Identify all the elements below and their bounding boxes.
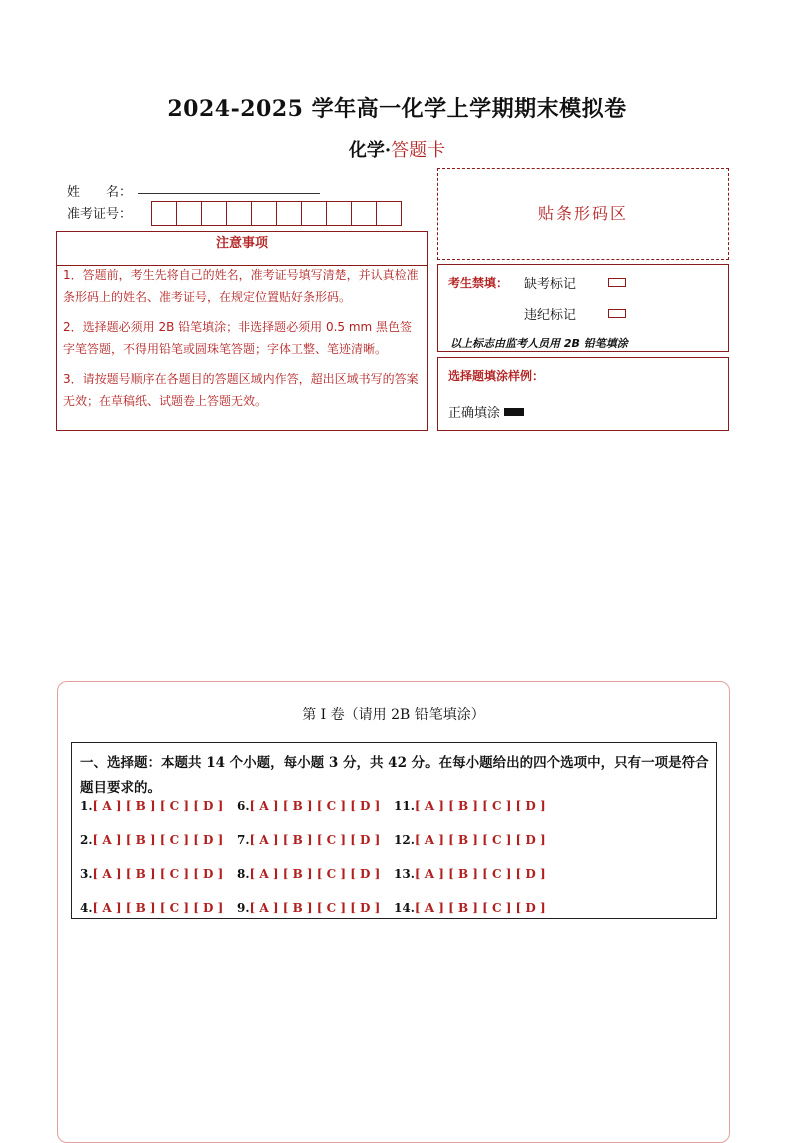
question-row[interactable] [237, 799, 380, 813]
id-digit-box[interactable] [301, 201, 327, 226]
id-digit-box[interactable] [326, 201, 352, 226]
answer-options[interactable]: [ A ] [ B ] [ C ] [ D ] [92, 901, 224, 915]
question-number: 13. [394, 867, 415, 881]
id-number-boxes[interactable] [151, 201, 401, 226]
id-digit-box[interactable] [251, 201, 277, 226]
answer-options[interactable]: [ A ] [ B ] [ C ] [ D ] [414, 901, 546, 915]
absent-label: 缺考标记 [524, 277, 577, 292]
subtitle-main: 化学· [348, 140, 392, 161]
id-digit-box[interactable] [151, 201, 177, 226]
question-number: 8. [237, 867, 250, 881]
question-row[interactable] [394, 833, 546, 847]
question-row[interactable] [80, 799, 223, 813]
violation-label: 违纪标记 [524, 308, 577, 323]
fill-sample-heading: 选择题填涂样例： [448, 369, 545, 383]
notice-item-number: 3． [63, 372, 83, 386]
question-row[interactable] [237, 901, 380, 915]
absent-mark-box[interactable] [608, 278, 626, 287]
question-number: 14. [394, 901, 415, 915]
name-label: 姓 名： [67, 185, 133, 200]
id-digit-box[interactable] [226, 201, 252, 226]
question-number: 11. [394, 799, 415, 813]
notice-panel [56, 231, 428, 431]
id-digit-box[interactable] [201, 201, 227, 226]
id-digit-box[interactable] [176, 201, 202, 226]
correct-fill-row [448, 402, 524, 421]
notice-item [63, 316, 421, 360]
forbidden-heading: 考生禁填： [448, 276, 509, 290]
question-row[interactable] [394, 901, 546, 915]
question-number: 9. [237, 901, 250, 915]
question-number: 7. [237, 833, 250, 847]
notice-list [57, 264, 427, 412]
question-row[interactable] [237, 833, 380, 847]
question-row[interactable] [394, 867, 546, 881]
page-title: 2024-2025 学年高一化学上学期期末模拟卷 [167, 96, 627, 122]
section-instructions: 一、选择题：本题共 14 个小题，每小题 3 分，共 42 分。在每小题给出的四个选项中，只有一项是符合题目要求的。 [80, 755, 709, 796]
question-number: 6. [237, 799, 250, 813]
id-label: 准考证号： [67, 207, 133, 222]
correct-fill-label: 正确填涂 [448, 406, 501, 421]
answer-options[interactable]: [ A ] [ B ] [ C ] [ D ] [92, 833, 224, 847]
violation-mark-box[interactable] [608, 309, 626, 318]
answer-options[interactable]: [ A ] [ B ] [ C ] [ D ] [92, 867, 224, 881]
answer-options[interactable]: [ A ] [ B ] [ C ] [ D ] [92, 799, 224, 813]
notice-heading: 注意事项 [57, 232, 427, 266]
answer-options[interactable]: [ A ] [ B ] [ C ] [ D ] [414, 833, 546, 847]
question-number: 4. [80, 901, 93, 915]
barcode-area: 贴条形码区 [437, 168, 729, 260]
notice-item-text: 答题前，考生先将自己的姓名，准考证号填写清楚，并认真检准条形码上的姓名、准考证号，在规定位置贴好条形码。 [63, 268, 419, 304]
question-number: 1. [80, 799, 93, 813]
answer-options[interactable]: [ A ] [ B ] [ C ] [ D ] [249, 799, 381, 813]
name-field[interactable] [138, 193, 320, 194]
examinee-forbidden-panel [437, 264, 729, 352]
notice-item-text: 请按题号顺序在各题目的答题区域内作答，超出区域书写的答案无效；在草稿纸、试题卷上答题无效。 [63, 372, 419, 408]
question-number: 12. [394, 833, 415, 847]
filled-mark-sample [504, 408, 524, 416]
subtitle-suffix: 答题卡 [391, 140, 446, 161]
question-number: 2. [80, 833, 93, 847]
question-number: 3. [80, 867, 93, 881]
question-row[interactable] [80, 867, 223, 881]
section-title: 第 I 卷（请用 2B 铅笔填涂） [302, 707, 485, 723]
proctor-note: 以上标志由监考人员用 2B 铅笔填涂 [450, 337, 628, 350]
answer-options[interactable]: [ A ] [ B ] [ C ] [ D ] [414, 867, 546, 881]
notice-item-number: 2． [63, 320, 83, 334]
section-one-panel [57, 681, 730, 1143]
notice-item-text: 选择题必须用 2B 铅笔填涂；非选择题必须用 0.5 mm 黑色签字笔答题，不得用铅笔或圆珠笔答题；字体工整、笔迹清晰。 [63, 320, 413, 356]
notice-item [63, 264, 421, 308]
answer-options[interactable]: [ A ] [ B ] [ C ] [ D ] [249, 901, 381, 915]
question-row[interactable] [80, 901, 223, 915]
multiple-choice-box [71, 742, 717, 919]
fill-sample-panel [437, 357, 729, 431]
answer-options[interactable]: [ A ] [ B ] [ C ] [ D ] [249, 833, 381, 847]
id-digit-box[interactable] [376, 201, 402, 226]
page-subtitle [0, 136, 794, 162]
question-row[interactable] [394, 799, 546, 813]
notice-item-number: 1． [63, 268, 83, 282]
answer-options[interactable]: [ A ] [ B ] [ C ] [ D ] [249, 867, 381, 881]
notice-item [63, 368, 421, 412]
answer-options[interactable]: [ A ] [ B ] [ C ] [ D ] [414, 799, 546, 813]
question-row[interactable] [237, 867, 380, 881]
question-row[interactable] [80, 833, 223, 847]
id-digit-box[interactable] [351, 201, 377, 226]
id-digit-box[interactable] [276, 201, 302, 226]
